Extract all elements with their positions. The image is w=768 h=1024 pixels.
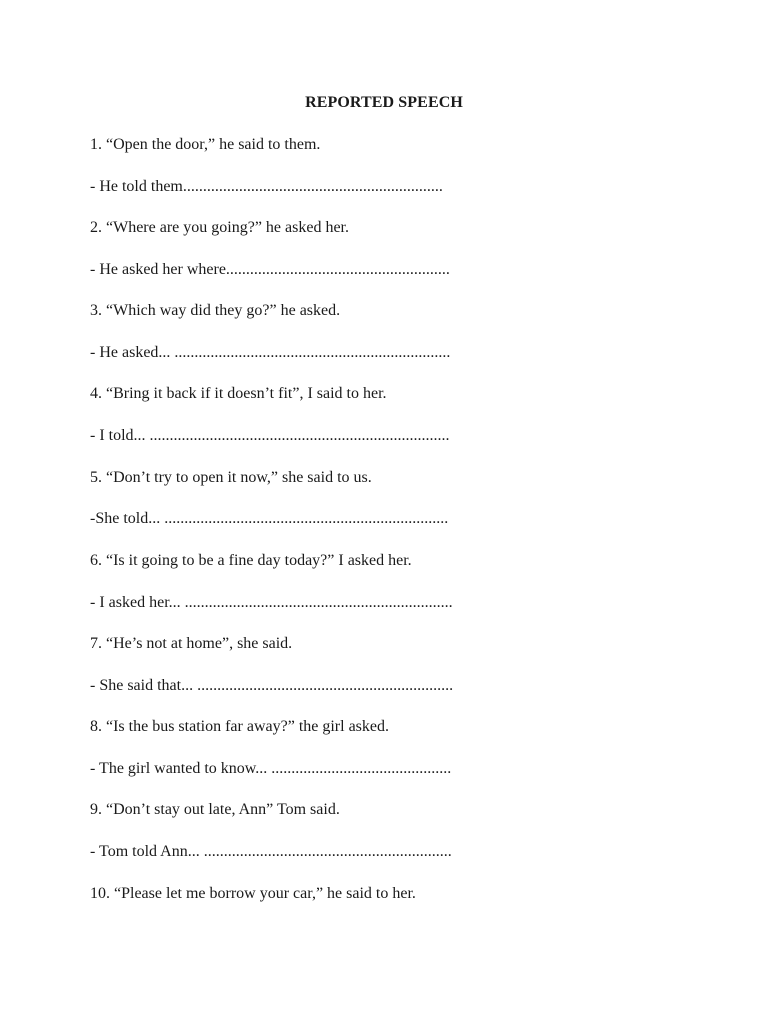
exercise-9-answer-line: - Tom told Ann... .............................................................. xyxy=(90,843,452,860)
exercise-6-question: 6. “Is it going to be a fine day today?” I asked her. xyxy=(90,552,412,569)
exercise-7-answer-line: - She said that... ................................................................ xyxy=(90,677,454,694)
exercise-9-question: 9. “Don’t stay out late, Ann” Tom said. xyxy=(90,801,340,818)
exercise-3-answer-line: - He asked... ..................................................................... xyxy=(90,344,451,361)
exercise-7-question: 7. “He’s not at home”, she said. xyxy=(90,635,293,652)
exercise-5-answer-line: -She told... ....................................................................... xyxy=(90,510,449,527)
exercise-4-question: 4. “Bring it back if it doesn’t fit”, I said to her. xyxy=(90,385,387,402)
page-title: REPORTED SPEECH xyxy=(305,94,463,111)
exercise-4-answer-line: - I told... ........................................................................... xyxy=(90,427,450,444)
exercise-1-answer-line: - He told them................................................................. xyxy=(90,178,443,195)
exercise-5-question: 5. “Don’t try to open it now,” she said to us. xyxy=(90,469,372,486)
exercise-6-answer-line: - I asked her... ................................................................... xyxy=(90,594,453,611)
exercise-3-question: 3. “Which way did they go?” he asked. xyxy=(90,302,341,319)
exercise-8-question: 8. “Is the bus station far away?” the girl asked. xyxy=(90,718,390,735)
exercise-2-question: 2. “Where are you going?” he asked her. xyxy=(90,219,349,236)
exercise-2-answer-line: - He asked her where........................................................ xyxy=(90,261,450,278)
exercise-1-question: 1. “Open the door,” he said to them. xyxy=(90,136,321,153)
exercise-10-question: 10. “Please let me borrow your car,” he said to her. xyxy=(90,885,416,902)
exercise-8-answer-line: - The girl wanted to know... ............................................. xyxy=(90,760,452,777)
